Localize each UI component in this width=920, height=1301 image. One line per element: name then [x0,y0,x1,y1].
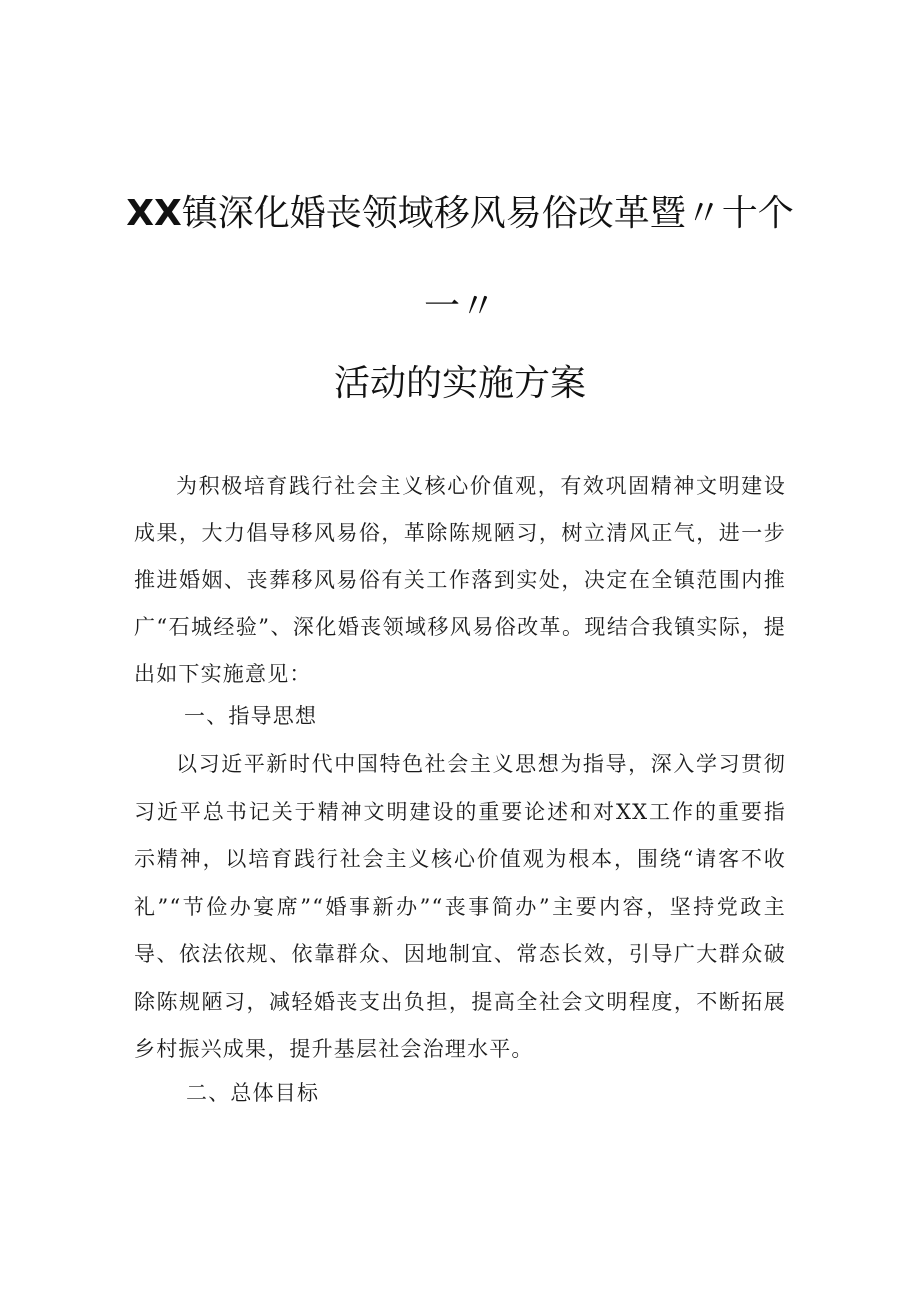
section-heading-overall-goals: 二、总体目标 [186,1081,320,1105]
title-prefix: XX [126,193,182,234]
document-title-line-1 [0,192,920,236]
document-title-line-2: 一〃 [423,286,496,327]
section-heading-guiding-ideology: 一、指导思想 [184,704,318,728]
intro-paragraph: 为积极培育践行社会主义核心价值观，有效巩固精神文明建设成果，大力倡导移风易俗，革除陈规陋习，树立清风正气，进一步推进婚姻、丧葬移风易俗有关工作落到实处，决定在全镇范围内推广“石城经验”、深化婚丧领域移风易俗改革。现结合我镇实际，提出如下实施意见： [134,474,786,686]
document-title-line-3: 活动的实施方案 [333,363,586,404]
section-paragraph-guiding-ideology: 以习近平新时代中国特色社会主义思想为指导，深入学习贯彻习近平总书记关于精神文明建设的重要论述和对XX工作的重要指示精神，以培育践行社会主义核心价值观为根本，围绕“请客不收礼”“节俭办宴席”“婚事新办”“丧事简办”主要内容，坚持党政主导、依法依规、依靠群众、因地制宜、常态长效，引导广大群众破除陈规陋习，减轻婚丧支出负担，提高全社会文明程度，不断拓展乡村振兴成果，提升基层社会治理水平。 [134,752,786,1061]
title-line-1-text: 镇深化婚丧领域移风易俗改革暨〃十个 [181,193,794,234]
